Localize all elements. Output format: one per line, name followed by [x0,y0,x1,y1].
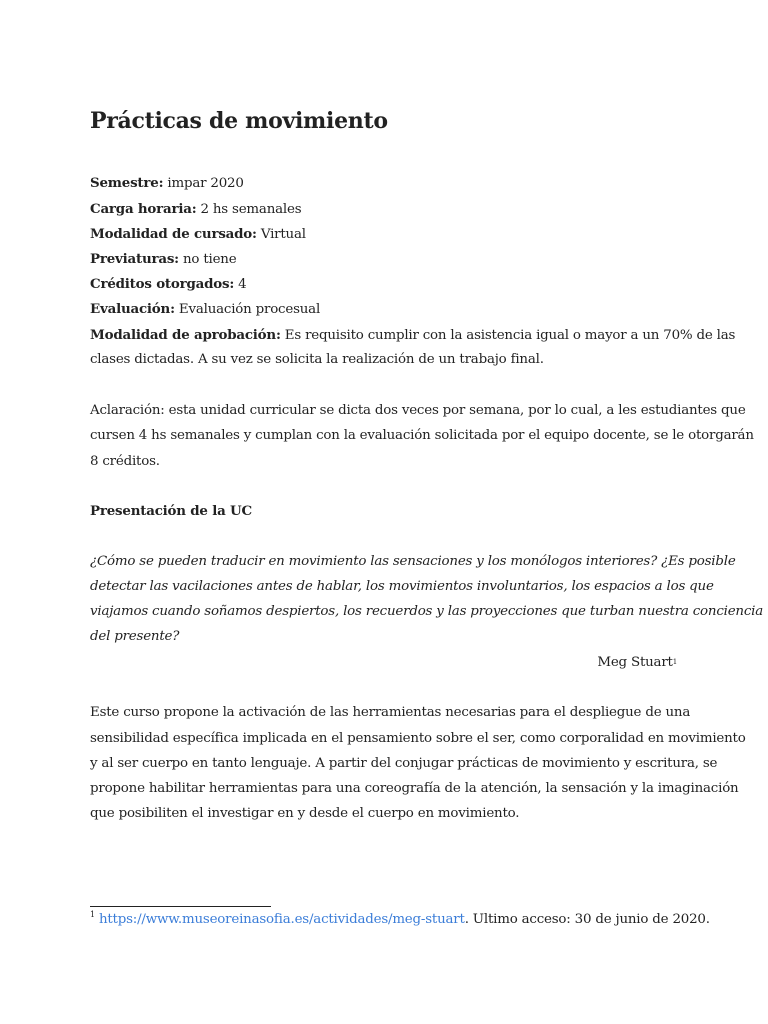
footnote-link[interactable]: https://www.museoreinasofia.es/actividades/meg-stuart [98,912,465,927]
section-heading-text: Presentación de la UC [90,503,252,519]
body-line: propone habilitar herramientas para una coreografía de la atención, la sensación y la imaginación [90,781,739,796]
field-value: impar 2020 [163,176,244,191]
field-value: Evaluación procesual [174,302,321,317]
field-value: Es requisito cumplir con la asistencia igual o mayor a un 70% de las [280,328,736,343]
field-aprobacion-cont: clases dictadas. A su vez se solicita la realización de un trabajo final. [90,352,544,367]
field-label: Previaturas: [90,251,179,267]
aclaracion-line: 8 créditos. [90,454,160,469]
section-heading [90,501,252,522]
quote-line: ¿Cómo se pueden traducir en movimiento las sensaciones y los monólogos interiores? ¿Es posible [90,554,736,569]
quote-line: viajamos cuando soñamos despiertos, los recuerdos y las proyecciones que turban nuestra conciencia [90,604,764,619]
field-label: Modalidad de aprobación: [90,327,281,343]
quote-author [90,653,677,673]
footnote [90,912,710,927]
field-carga-horaria [90,199,301,220]
field-modalidad [90,224,306,245]
document-title: Prácticas de movimiento [90,108,388,134]
field-label: Semestre: [90,175,164,191]
body-line: sensibilidad específica implicada en el pensamiento sobre el ser, como corporalidad en movimiento [90,731,746,746]
body-line: Este curso propone la activación de las herramientas necesarias para el despliegue de una [90,705,691,720]
field-evaluacion [90,299,320,320]
quote-line: detectar las vacilaciones antes de hablar, los movimientos involuntarios, los espacios a los que [90,579,714,594]
field-aprobacion [90,325,735,346]
footnote-text: . Ultimo acceso: 30 de junio de 2020. [464,912,710,927]
field-label: Carga horaria: [90,201,197,217]
aclaracion-line: Aclaración: esta unidad curricular se dicta dos veces por semana, por lo cual, a les estudiantes que [90,403,746,418]
footnote-mark: 1 [90,910,95,919]
field-previaturas [90,249,236,270]
field-value: Virtual [256,227,306,242]
footnote-separator [90,906,271,907]
footnote-reference[interactable]: 1 [672,658,677,666]
field-semestre [90,173,244,194]
field-value: 4 [234,277,247,292]
field-label: Modalidad de cursado: [90,226,257,242]
field-label: Evaluación: [90,301,175,317]
field-value: 2 hs semanales [196,202,302,217]
field-value: no tiene [178,252,237,267]
body-line: que posibiliten el investigar en y desde el cuerpo en movimiento. [90,806,520,821]
quote-author-name: Meg Stuart [597,655,673,670]
body-line: y al ser cuerpo en tanto lenguaje. A partir del conjugar prácticas de movimiento y escritura, se [90,756,718,771]
field-creditos [90,274,247,295]
aclaracion-line: cursen 4 hs semanales y cumplan con la evaluación solicitada por el equipo docente, se le otorgarán [90,428,754,443]
quote-line: del presente? [90,629,180,644]
field-label: Créditos otorgados: [90,276,235,292]
